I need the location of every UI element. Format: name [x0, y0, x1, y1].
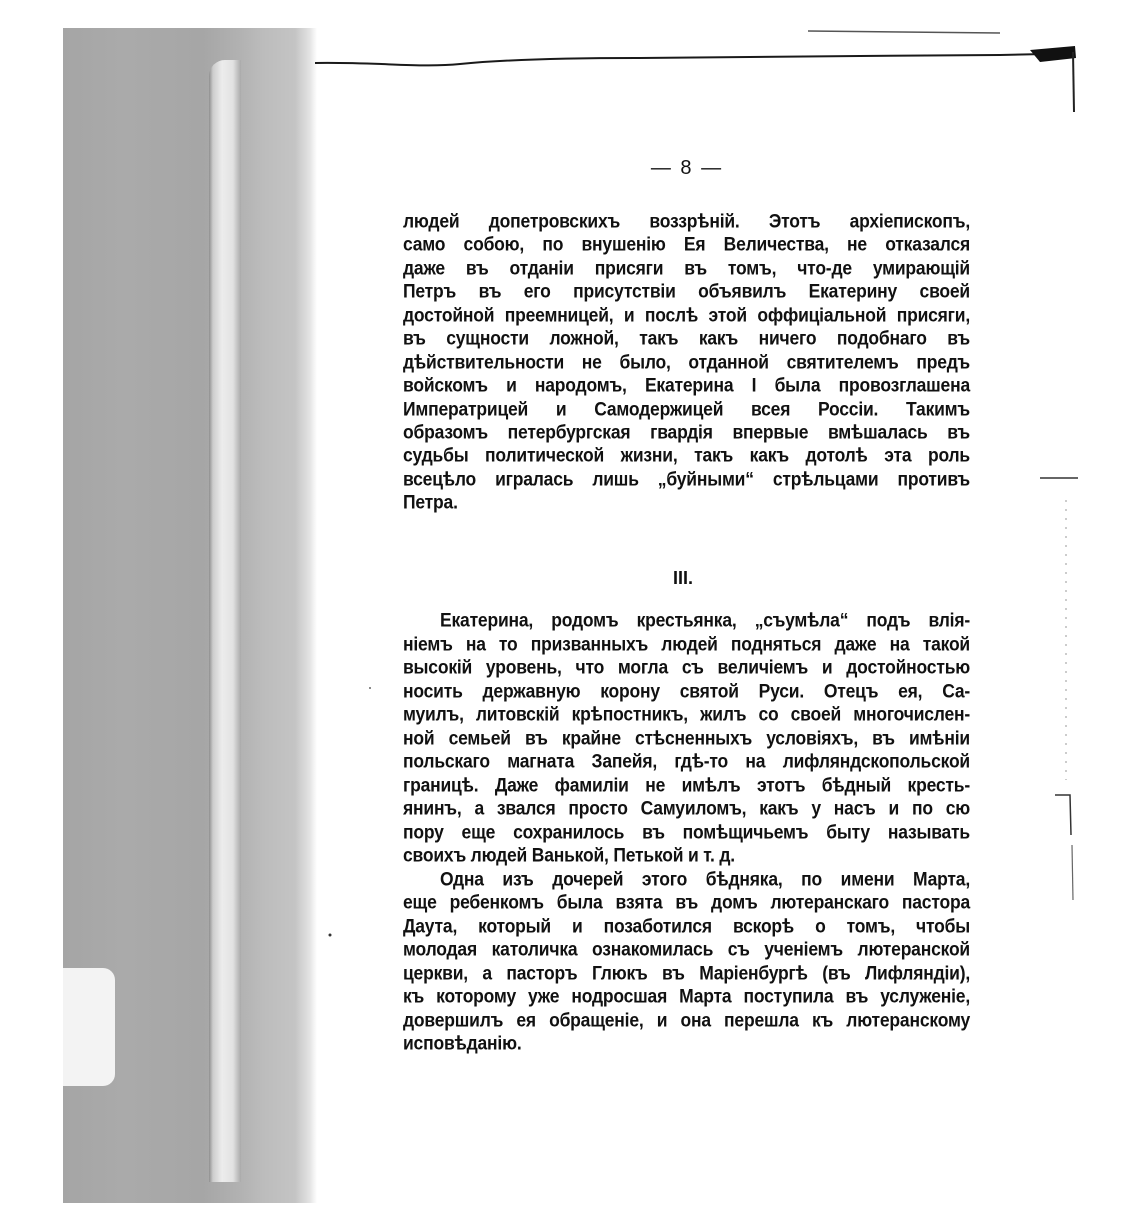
- text-line: къ которому уже нодросшая Марта поступила въ услуженіе,: [403, 984, 970, 1008]
- paragraph-3: [403, 868, 970, 1056]
- section-3-body: [403, 609, 970, 1056]
- text-line: достойной преемницей, и послѣ этой оффиціальной присяги,: [403, 303, 970, 326]
- paragraph-2: [403, 609, 970, 868]
- page-curl-edge: [209, 60, 241, 1182]
- text-line: пору еще сохранилось въ помѣщичьемъ быту называть: [403, 820, 970, 843]
- text-line: людей допетровскихъ воззрѣній. Этотъ архіепископъ,: [403, 209, 970, 233]
- scan-label-patch: [63, 968, 115, 1086]
- text-line: польскаго магната Запейя, гдѣ-то на лифляндскопольской: [403, 749, 970, 773]
- text-line: ніемъ на то призванныхъ людей подняться даже на такой: [403, 632, 970, 655]
- text-line: границѣ. Даже фамиліи не имѣлъ этотъ бѣдный кресть-: [403, 773, 970, 796]
- paragraph-1: [403, 210, 970, 515]
- text-line: войскомъ и народомъ, Екатерина I была провозглашена: [403, 373, 970, 397]
- margin-speck: [369, 687, 371, 689]
- text-line: ной семьей въ крайне стѣсненныхъ условіяхъ, въ имѣніи: [403, 726, 970, 749]
- text-line: въ сущности ложной, такъ какъ ничего подобнаго въ: [403, 326, 970, 350]
- text-line: Петра.: [403, 490, 458, 514]
- top-edge-line: [315, 54, 1045, 65]
- text-line: церкви, а пасторъ Глюкъ въ Маріенбургѣ (въ Лифляндіи),: [403, 961, 970, 984]
- text-line: само собою, по внушенію Ея Величества, не отказался: [403, 233, 970, 256]
- text-line: судьбы политической жизни, такъ какъ дотолѣ эта роль: [403, 444, 970, 467]
- right-edge-tail: [1072, 845, 1073, 900]
- text-line: Императрицей и Самодержицей всея Россіи. Такимъ: [403, 397, 970, 420]
- text-line: Екатерина, родомъ крестьянка, „съумѣла“ подъ влія-: [440, 608, 970, 632]
- top-edge-blot: [1030, 46, 1076, 62]
- text-line: Одна изъ дочерей этого бѣдняка, по имени Марта,: [440, 867, 970, 890]
- text-line: еще ребенкомъ была взята въ домъ лютеранскаго пастора: [403, 890, 970, 914]
- right-edge-line: [1073, 52, 1074, 112]
- text-line: всецѣло игралась лишь „буйными“ стрѣльцами противъ: [403, 467, 970, 490]
- text-line: довершилъ ея обращеніе, и она перешла къ лютеранскому: [403, 1008, 970, 1031]
- right-edge-bracket: [1055, 795, 1071, 835]
- text-line: исповѣданію.: [403, 1031, 522, 1055]
- text-line: янинъ, а звался просто Самуиломъ, какъ у насъ и по сю: [403, 796, 970, 820]
- text-line: образомъ петербургская гвардія впервые вмѣшалась въ: [403, 420, 970, 444]
- text-line: дѣйствительности не было, отданной святителемъ предъ: [403, 350, 970, 373]
- text-line: даже въ отданіи присяги въ томъ, что-де умирающій: [403, 256, 970, 279]
- text-line: носить державную корону святой Руси. Отецъ ея, Са-: [403, 679, 970, 702]
- text-line: Даута, который и позаботился вскорѣ о томъ, чтобы: [403, 914, 970, 937]
- page-number: — 8 —: [650, 157, 724, 179]
- top-faint-line: [808, 31, 1000, 33]
- text-line: молодая католичка ознакомилась съ ученіемъ лютеранской: [403, 937, 970, 961]
- text-line: высокій уровень, что могла съ величіемъ и достойностью: [403, 655, 970, 679]
- text-line: своихъ людей Ванькой, Петькой и т. д.: [403, 843, 735, 867]
- text-line: муилъ, литовскій крѣпостникъ, жилъ со своей многочислен-: [403, 702, 970, 726]
- text-line: Петръ въ его присутствіи объявилъ Екатерину своей: [403, 280, 970, 303]
- section-heading: III.: [672, 568, 693, 588]
- margin-speck: [329, 934, 332, 937]
